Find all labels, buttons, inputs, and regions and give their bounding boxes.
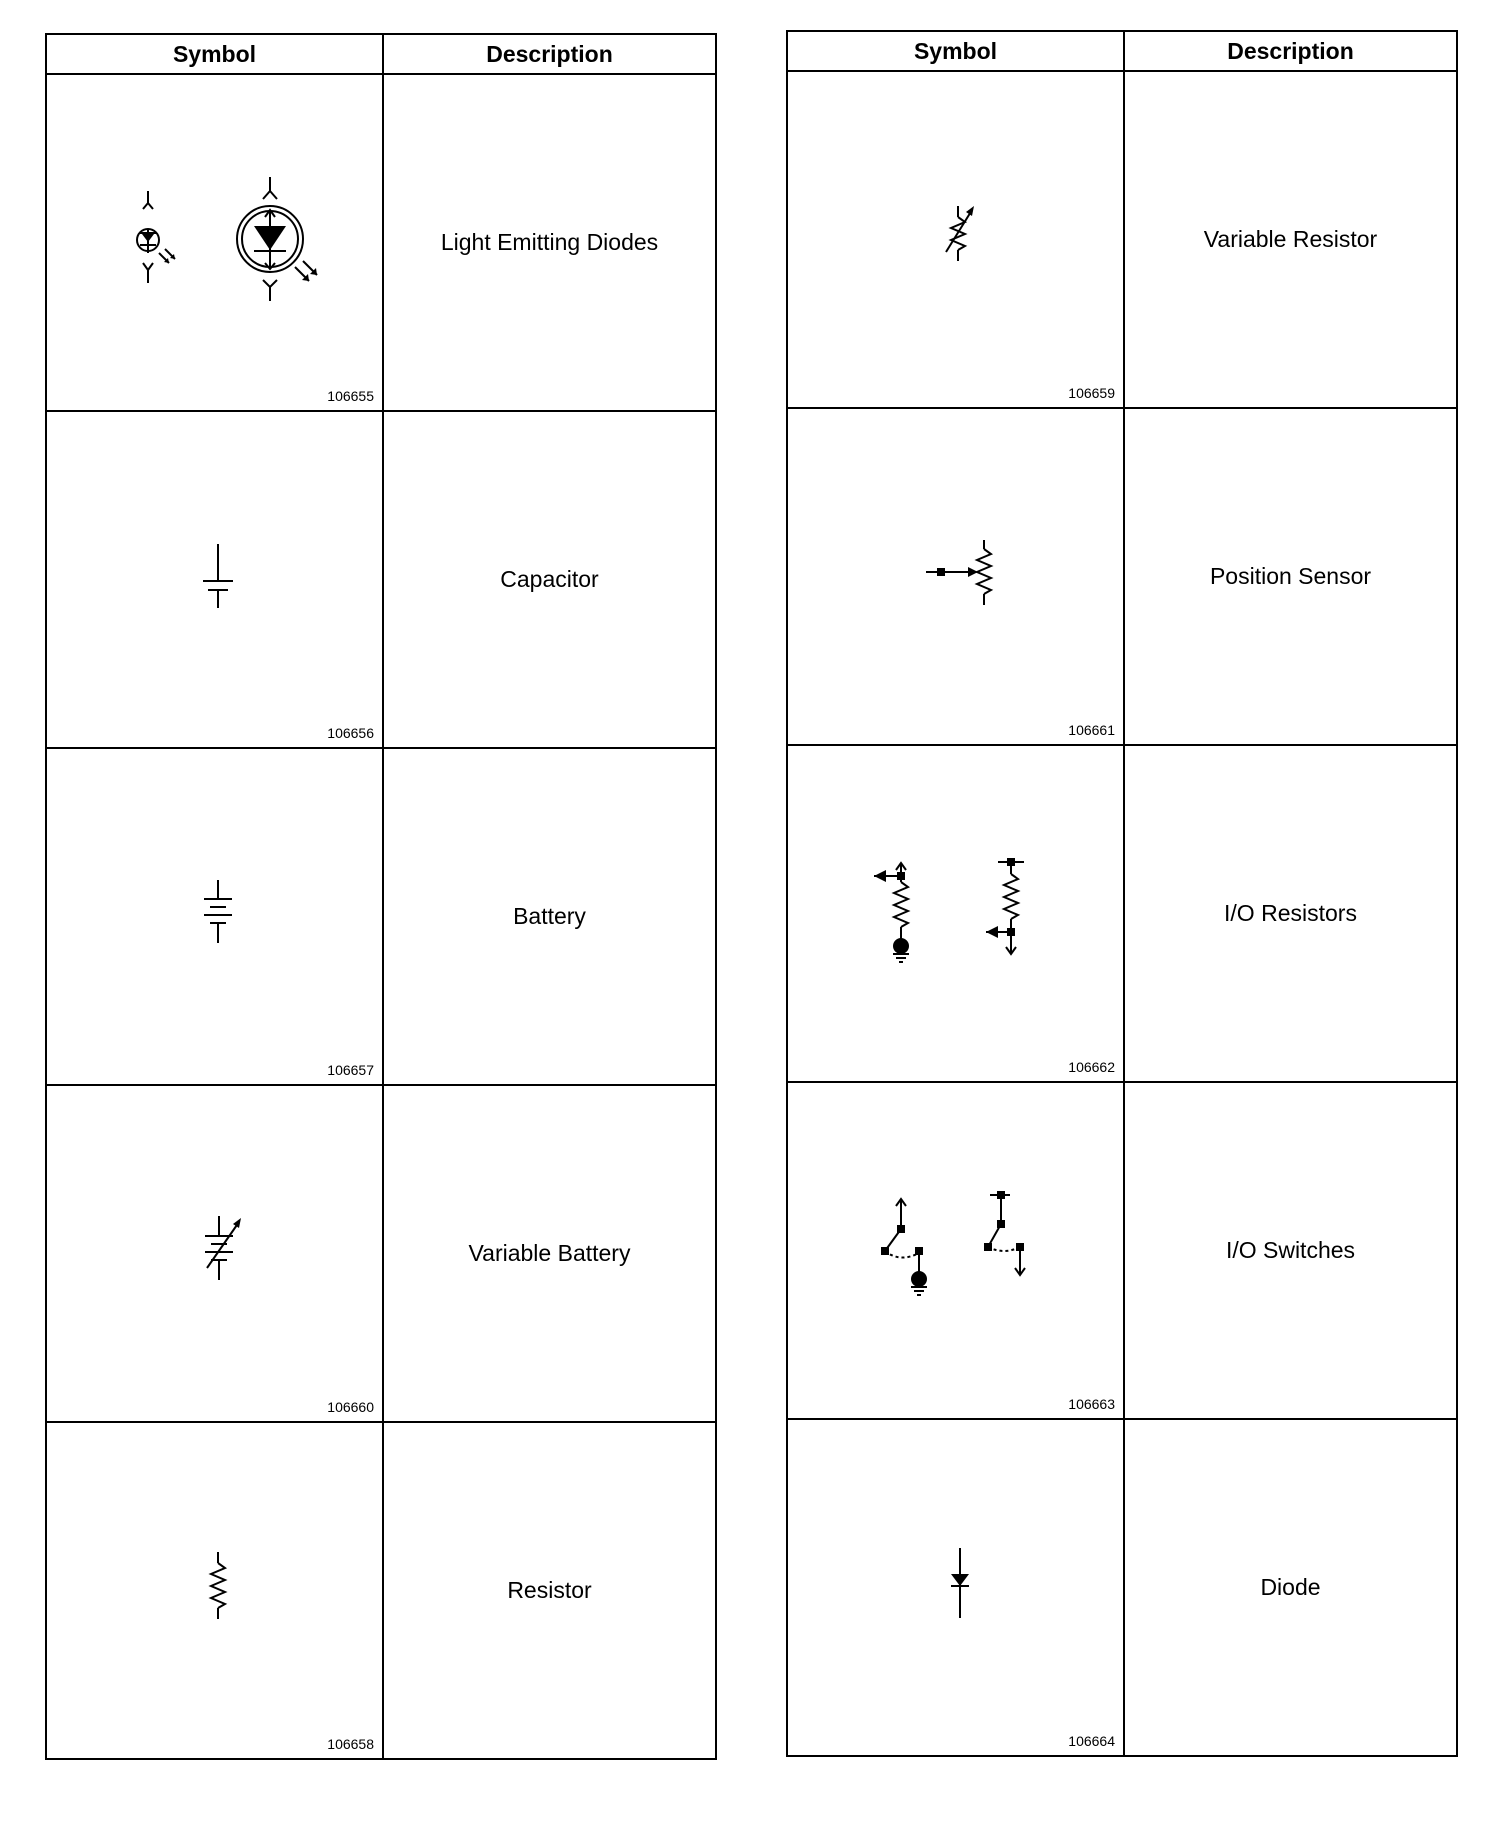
table-row: [46, 411, 716, 748]
symbol-column-header: Symbol: [46, 34, 383, 74]
table-row: [46, 748, 716, 1085]
description-cell: Variable Battery: [383, 1085, 716, 1422]
table-header-row: [46, 34, 716, 74]
symbol-cell: [787, 408, 1124, 745]
description-cell: I/O Switches: [1124, 1082, 1457, 1419]
position-sensor-icon: [788, 409, 1125, 744]
table-row: [787, 71, 1457, 408]
io-switches-icon: [788, 1083, 1125, 1418]
figure-number: 106659: [1068, 385, 1115, 401]
figure-number: 106662: [1068, 1059, 1115, 1075]
right-symbol-table: [786, 30, 1458, 1757]
symbol-cell: [46, 748, 383, 1085]
figure-number: 106664: [1068, 1733, 1115, 1749]
description-cell: Light Emitting Diodes: [383, 74, 716, 411]
figure-number: 106658: [327, 1736, 374, 1752]
description-cell: Capacitor: [383, 411, 716, 748]
table-row: [46, 1422, 716, 1759]
left-symbol-table: [45, 33, 717, 1760]
figure-number: 106660: [327, 1399, 374, 1415]
description-column-header: Description: [1124, 31, 1457, 71]
diode-icon: [788, 1420, 1125, 1755]
symbol-cell: [46, 74, 383, 411]
table-row: [46, 1085, 716, 1422]
figure-number: 106661: [1068, 722, 1115, 738]
variable-battery-icon: [47, 1086, 384, 1421]
symbol-cell: [46, 1085, 383, 1422]
figure-number: 106656: [327, 725, 374, 741]
symbol-cell: [787, 1082, 1124, 1419]
capacitor-icon: [47, 412, 384, 747]
symbol-column-header: Symbol: [787, 31, 1124, 71]
description-cell: Diode: [1124, 1419, 1457, 1756]
light-emitting-diodes-icon: [47, 75, 384, 410]
description-cell: I/O Resistors: [1124, 745, 1457, 1082]
table-row: [787, 408, 1457, 745]
battery-icon: [47, 749, 384, 1084]
symbol-cell: [787, 71, 1124, 408]
description-cell: Battery: [383, 748, 716, 1085]
io-resistors-icon: [788, 746, 1125, 1081]
description-cell: Position Sensor: [1124, 408, 1457, 745]
symbol-cell: [787, 745, 1124, 1082]
figure-number: 106655: [327, 388, 374, 404]
description-column-header: Description: [383, 34, 716, 74]
table-header-row: [787, 31, 1457, 71]
variable-resistor-icon: [788, 72, 1125, 407]
description-cell: Resistor: [383, 1422, 716, 1759]
symbol-cell: [46, 411, 383, 748]
resistor-icon: [47, 1423, 384, 1758]
table-row: [787, 745, 1457, 1082]
description-cell: Variable Resistor: [1124, 71, 1457, 408]
symbol-cell: [787, 1419, 1124, 1756]
table-row: [787, 1082, 1457, 1419]
table-row: [787, 1419, 1457, 1756]
table-row: [46, 74, 716, 411]
figure-number: 106663: [1068, 1396, 1115, 1412]
symbol-cell: [46, 1422, 383, 1759]
figure-number: 106657: [327, 1062, 374, 1078]
